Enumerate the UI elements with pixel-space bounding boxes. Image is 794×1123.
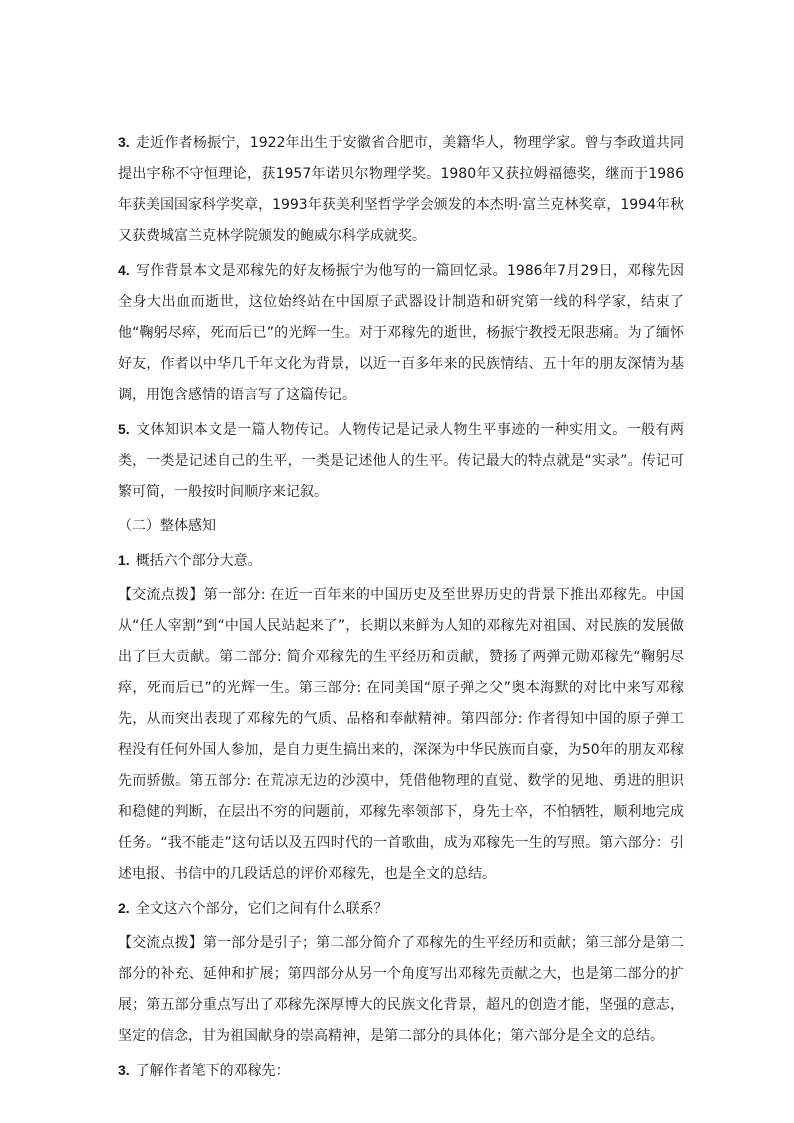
item-number: 5. <box>118 421 130 437</box>
paragraph-background <box>118 255 684 411</box>
paragraph-text: 走近作者杨振宁，1922年出生于安徽省合肥市，美籍华人，物理学家。曾与李政道共同提出宇称不守恒理论，获1957年诺贝尔物理学奖。1980年又获拉姆福德奖，继而于1986年获美国国家科学奖章，1993年获美利坚哲学学会颁发的本杰明·富兰克林奖章，1994年秋又获费城富兰克林学院颁发的鲍威尔科学成就奖。 <box>118 135 684 244</box>
question-1 <box>118 545 684 577</box>
answer-1: 【交流点拨】第一部分: 在近一百年来的中国历史及至世界历史的背景下推出邓稼先。中国从“任人宰割”到“中国人民站起来了”，长期以来鲜为人知的邓稼先对祖国、对民族的发展做出了巨大贡献。第二部分: 简介邓稼先的生平经历和贡献，赞扬了两弹元勋邓稼先“鞠躬尽瘁，死而后已”的光辉一生。第三部分: 在同美国“原子弹之父”奥本海默的对比中来写邓稼先，从而突出表现了邓稼先的气质、品格和奉献精神。第四部分: 作者得知中国的原子弹工程没有任何外国人参加，是自力更生搞出来的，深深为中华民族而自豪，为50年的朋友邓稼先而骄傲。第五部分: 在荒凉无边的沙漠中，凭借他物理的直觉、数学的见地、勇进的胆识和稳健的判断，在层出不穷的问题前，邓稼先率领部下，身先士卒，不怕牺牲，顺利地完成任务。“我不能走”这句话以及五四时代的一首歌曲，成为邓稼先一生的写照。第六部分：引述电报、书信中的几段话总的评价邓稼先，也是全文的总结。 <box>118 587 684 882</box>
document-body <box>118 127 684 1090</box>
item-number: 4. <box>118 262 130 278</box>
paragraph-author-intro <box>118 127 684 252</box>
question-3 <box>118 1055 684 1087</box>
paragraph-genre <box>118 414 684 508</box>
item-number: 3. <box>118 1062 130 1078</box>
paragraph-text: 文体知识本文是一篇人物传记。人物传记是记录人物生平事迹的一种实用文。一般有两类，一类是记述自己的生平，一类是记述他人的生平。传记最大的特点就是“实录”。传记可繁可简，一般按时间顺序来记叙。 <box>118 422 684 500</box>
answer-2: 【交流点拨】第一部分是引子；第二部分简介了邓稼先的生平经历和贡献；第三部分是第二部分的补充、延伸和扩展；第四部分从另一个角度写出邓稼先贡献之大，也是第二部分的扩展；第五部分重点写出了邓稼先深厚博大的民族文化背景，超凡的创造才能，坚强的意志，坚定的信念，甘为祖国献身的崇高精神，是第二部分的具体化；第六部分是全文的总结。 <box>118 935 684 1044</box>
question-text: 了解作者笔下的邓稼先： <box>135 1063 290 1079</box>
question-text: 全文这六个部分，它们之间有什么联系？ <box>135 901 388 917</box>
paragraph-text: 写作背景本文是邓稼先的好友杨振宁为他写的一篇回忆录。1986年7月29日，邓稼先因全身大出血而逝世，这位始终站在中国原子武器设计制造和研究第一线的科学家，结束了他“鞠躬尽瘁，死而后已”的光辉一生。对于邓稼先的逝世，杨振宁教授无限悲痛。为了缅怀好友，作者以中华几千年文化为背景，以近一百多年来的民族情结、五十年的朋友深情为基调，用饱含感情的语言写了这篇传记。 <box>118 263 684 403</box>
section-heading: （二）整体感知 <box>118 518 216 534</box>
question-2 <box>118 893 684 925</box>
item-number: 2. <box>118 900 130 916</box>
item-number: 1. <box>118 552 130 568</box>
item-number: 3. <box>118 134 130 150</box>
question-text: 概括六个部分大意。 <box>135 553 262 569</box>
